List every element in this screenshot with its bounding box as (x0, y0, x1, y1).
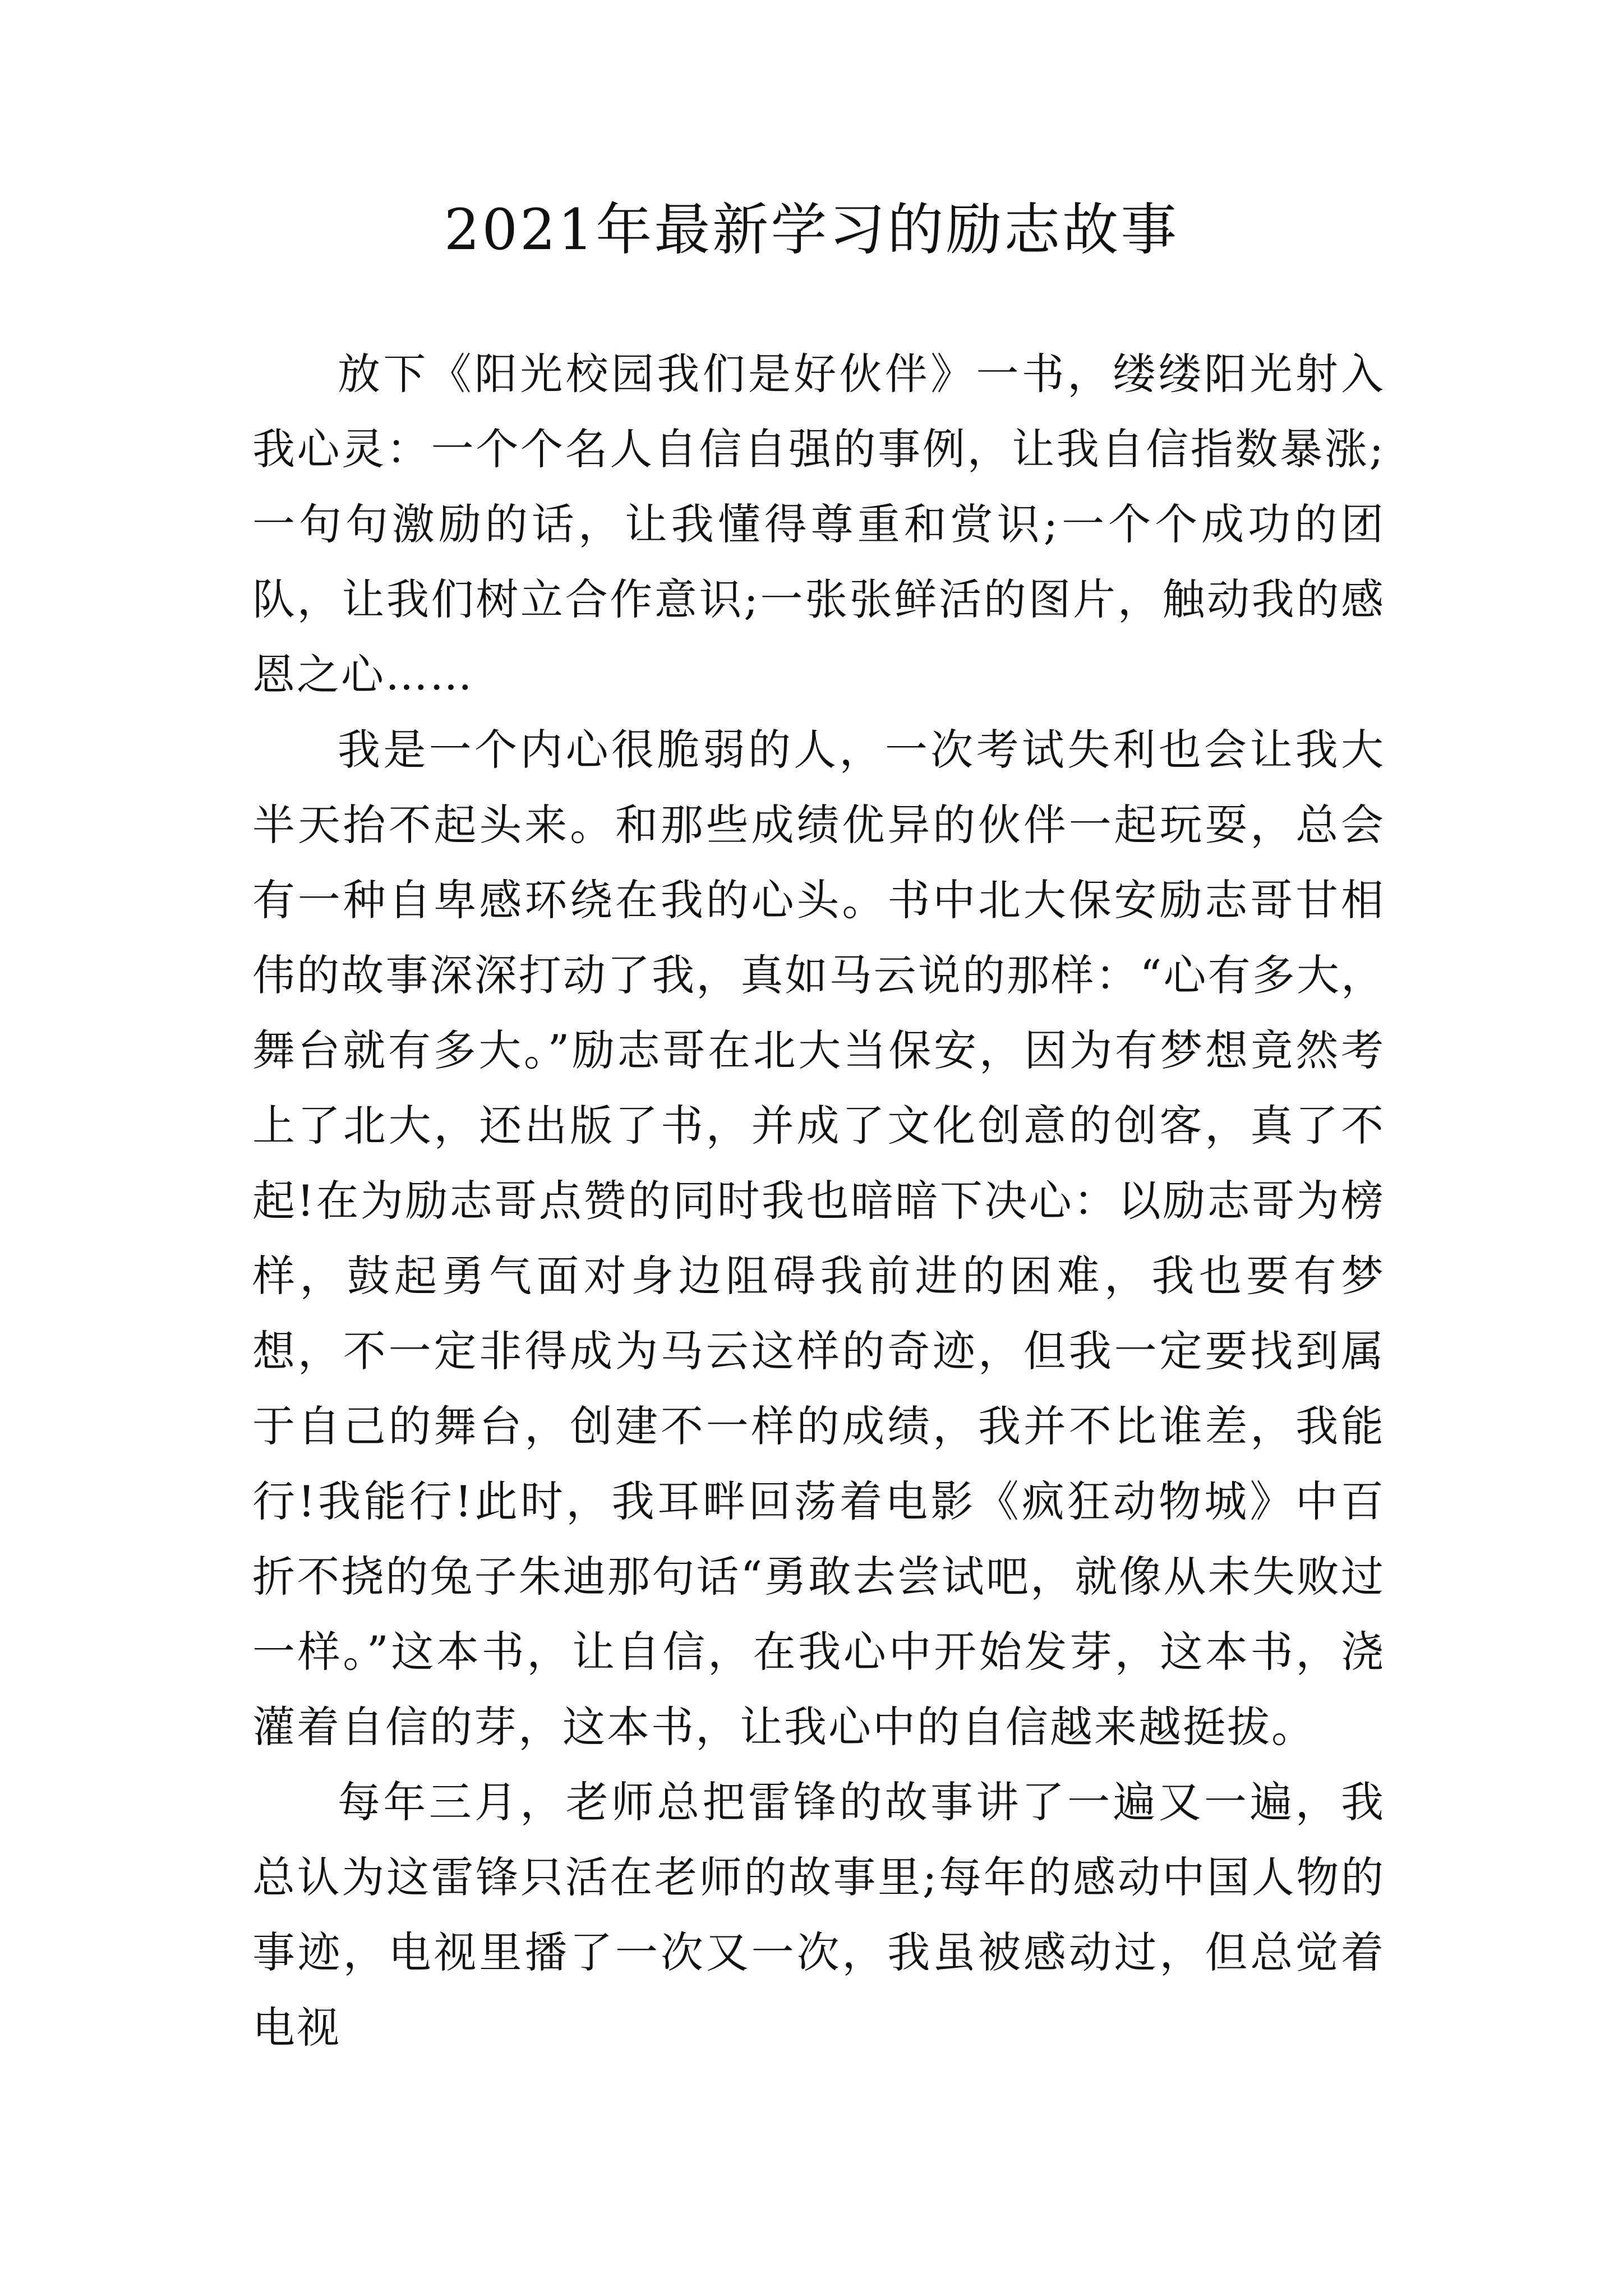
paragraph-2: 我是一个内心很脆弱的人，一次考试失利也会让我大半天抬不起头来。和那些成绩优异的伙伴一起玩耍，总会有一种自卑感环绕在我的心头。书中北大保安励志哥甘相伟的故事深深打动了我，真如马云说的那样：“心有多大，舞台就有多大。”励志哥在北大当保安，因为有梦想竟然考上了北大，还出版了书，并成了文化创意的创客，真了不起!在为励志哥点赞的同时我也暗暗下决心：以励志哥为榜样，鼓起勇气面对身边阻碍我前进的困难，我也要有梦想，不一定非得成为马云这样的奇迹，但我一定要找到属于自己的舞台，创建不一样的成绩，我并不比谁差，我能行!我能行!此时，我耳畔回荡着电影《疯狂动物城》中百折不挠的兔子朱迪那句话“勇敢去尝试吧，就像从未失败过一样。”这本书，让自信，在我心中开始发芽，这本书，浇灌着自信的芽，这本书，让我心中的自信越来越挺拔。 (252, 725, 1385, 1752)
document-body (252, 337, 1385, 2065)
paragraph-3: 每年三月，老师总把雷锋的故事讲了一遍又一遍，我总认为这雷锋只活在老师的故事里;每年的感动中国人物的事迹，电视里播了一次又一次，我虽被感动过，但总觉着电视 (252, 1777, 1385, 2053)
paragraph-1: 放下《阳光校园我们是好伙伴》一书，缕缕阳光射入我心灵：一个个名人自信自强的事例，让我自信指数暴涨;一句句激励的话，让我懂得尊重和赏识;一个个成功的团队，让我们树立合作意识;一张张鲜活的图片，触动我的感恩之心…… (252, 349, 1385, 700)
document-title: 2021年最新学习的励志故事 (444, 197, 1179, 263)
